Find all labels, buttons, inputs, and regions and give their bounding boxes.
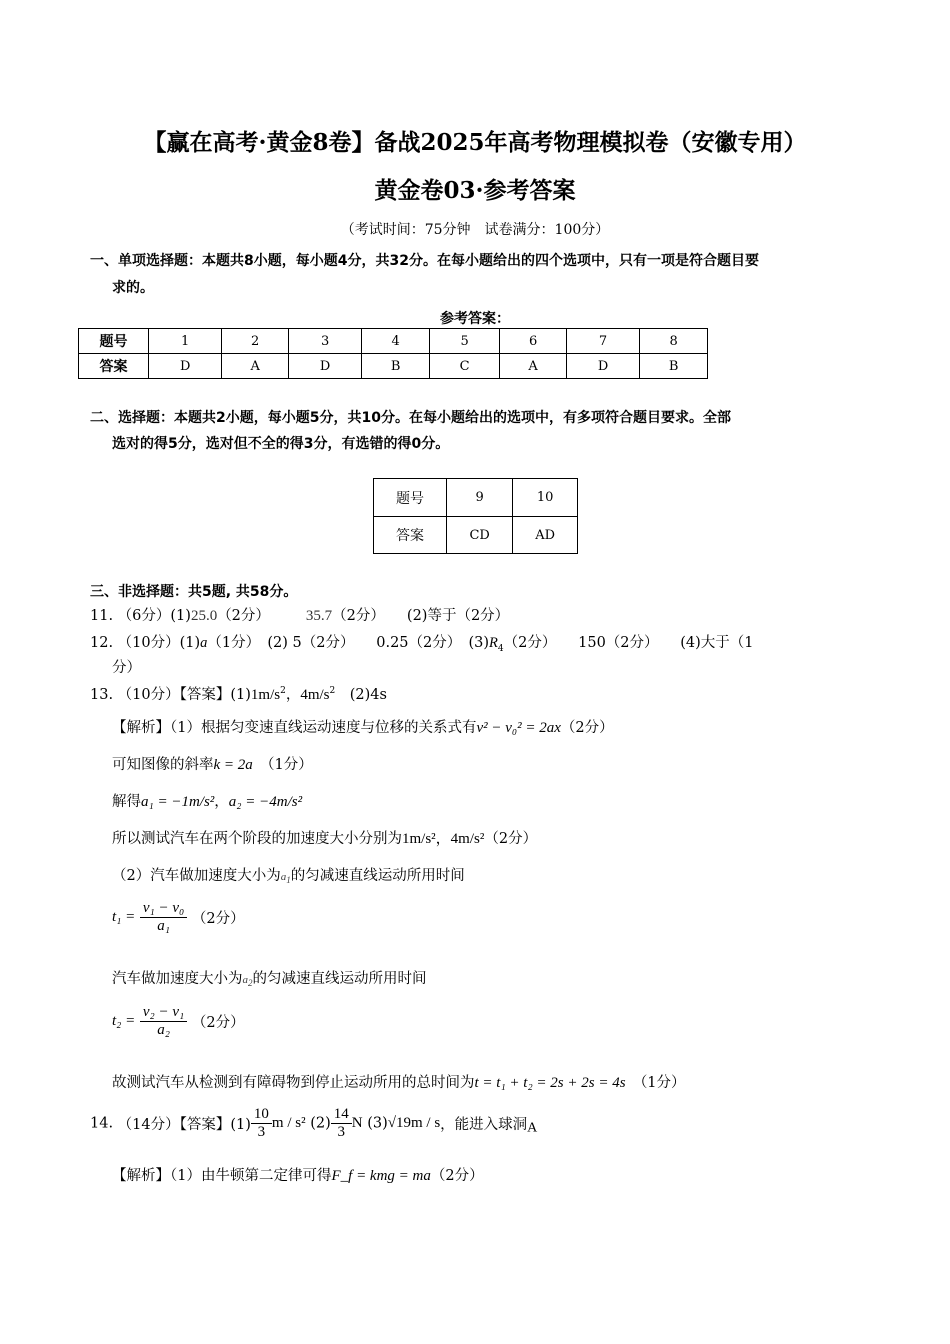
q14-frac1-num: 10 [251,1106,272,1124]
q12-part2: （1分） (2) 5（2分） 0.25（2分） (3) [207,635,490,651]
answer-cell: CD [447,517,513,554]
q11-value1: 25.0 [190,608,218,624]
q13-text: 汽车做加速度大小为 [112,971,243,987]
q14-frac2-den: 3 [337,1124,345,1140]
q14-sqrt: √19 [387,1115,411,1131]
table-header-answer: 答案 [79,354,149,379]
q13-text: 故测试汽车从检测到有障碍物到停止运动所用的总时间为 [112,1075,475,1091]
q11-points2: （2分） [332,608,385,624]
q13-points: （2分） [560,720,614,736]
question-number: 3 [288,329,361,354]
q13-t2-denominator: a₂ [157,1022,170,1038]
q13-t1-lhs: t₁ = [112,909,136,925]
q13-t2-lhs: t₂ = [112,1013,136,1029]
q13-analysis-2 [112,753,313,774]
q13-answer-a1: 1m/s [250,687,281,703]
q12-var-r: R [489,635,498,651]
question-number: 4 [362,329,430,354]
q13-equation: k = 2a [213,757,253,773]
answer-cell: A [222,354,289,379]
q13-equation: a₂ = −4m/s² [228,794,303,810]
q14-part3: (3) [367,1115,388,1132]
q13-equation: t = t₁ + t₂ = 2s + 2s = 4s [474,1075,626,1091]
answer-caption: 参考答案： [440,311,510,327]
q13-t2-equation [112,1004,245,1039]
q13-equation: a₁ = −1m/s² [141,794,215,810]
q11-line [90,604,509,625]
answer-cell: B [362,354,430,379]
q13-text: 可知图像的斜率 [112,757,214,773]
q13-points: （2分） [484,831,538,847]
table-header-answer: 答案 [374,517,447,554]
q13-number: 13. [90,687,114,703]
question-number: 9 [447,479,513,517]
q13-text: （2）汽车做加速度大小为 [112,868,281,884]
q11-value2: 35.7 [305,608,333,624]
q12-var-a: a [200,635,208,651]
table-header-question: 题号 [374,479,447,517]
q14-hole-label: A [527,1120,538,1136]
q12-var-r-sub: 4 [497,643,504,654]
answer-cell: D [288,354,361,379]
q13-points: （1分） [267,757,313,773]
q14-number: 14. [90,1115,114,1132]
question-number: 6 [500,329,567,354]
answer-cell: A [500,354,567,379]
q13-analysis-3: 解得a₁ = −1m/s²，a₂ = −4m/s² [112,794,303,810]
q13-analysis-4 [112,827,537,848]
question-number: 10 [513,479,578,517]
q14-unit3: m / s [410,1115,441,1131]
q13-answer-label: （10分）【答案】(1) [117,687,251,703]
q14-frac2-num: 14 [331,1106,352,1124]
section1-heading: 一、单项选择题：本题共8小题，每小题4分，共32分。在每小题给出的四个选项中，只有一项是符合题目要 [90,253,759,269]
q13-analysis-1 [112,716,614,737]
q14-analysis-1 [112,1164,484,1185]
q13-analysis-6: 汽车做加速度大小为$a_2$的匀减速直线运动所用时间 [112,971,427,989]
page-title: 【赢在高考·黄金8卷】备战2025年高考物理模拟卷（安徽专用） [143,129,807,156]
q13-text: 的匀减速直线运动所用时间 [252,971,427,987]
q14-points: （2分） [430,1168,484,1184]
q12-line-cont: 分） [112,660,141,676]
q14-equation: F_f = kmg = ma [331,1168,431,1184]
q13-points: （1分） [640,1075,686,1091]
q14-text: 【解析】（1）由牛顿第二定律可得 [112,1168,332,1184]
q13-text: 所以测试汽车在两个阶段的加速度大小分别为 [112,831,402,847]
answer-cell: C [430,354,500,379]
answer-cell: D [566,354,639,379]
q12-line [90,631,754,654]
q13-t1-denominator: a₁ [157,918,170,934]
q12-part1: （10分）(1) [117,635,201,651]
q13-points: （2分） [191,911,245,927]
q13-equation: 1m/s²，4m/s² [402,831,485,847]
answer-cell: B [640,354,708,379]
q14-answer-line [90,1106,537,1141]
q12-number: 12. [90,635,114,651]
question-number: 5 [430,329,500,354]
question-number: 8 [640,329,708,354]
q13-t1-numerator: v₁ − v₀ [140,900,187,918]
q13-t2-numerator: v₂ − v₁ [140,1004,187,1022]
question-number: 7 [566,329,639,354]
q14-unit2: N [351,1115,363,1131]
section1-heading-cont: 求的。 [112,280,154,296]
q13-analysis-7 [112,1071,686,1092]
section3-heading: 三、非选择题：共5题, 共58分。 [90,584,298,600]
q11-number: 11. [90,608,114,624]
q14-frac1-den: 3 [257,1124,266,1140]
section2-heading: 二、选择题：本题共2小题，每小题5分，共10分。在每小题给出的选项中，有多项符合题目要求。全部 [90,410,731,426]
q13-t1-equation [112,900,245,935]
q12-part3: （2分） 150（2分） (4)大于（1 [503,635,754,651]
exam-info: （考试时间：75分钟 试卷满分：100分） [340,222,610,238]
q11-points1: （2分） [217,608,270,624]
q13-answer-line: 13. （10分）【答案】$(1)1m/s^2$，$4m/s^2$ (2)4s [90,686,387,703]
page-subtitle: 黄金卷03·参考答案 [374,177,576,204]
q13-text: 的匀减速直线运动所用时间 [290,868,465,884]
q13-equation: v² − v₀² = 2ax [476,720,561,736]
question-number: 2 [222,329,289,354]
q13-answer-part2: (2)4s [349,687,387,703]
q14-tail: ，能进入球洞 [440,1117,528,1133]
answer-cell: D [149,354,222,379]
q14-part2: (2) [310,1115,331,1132]
section2-heading-cont: 选对的得5分，选对但不全的得3分，有选错的得0分。 [112,436,450,452]
q13-answer-a2: 4m/s [300,687,330,703]
q13-text: 解得 [112,794,141,810]
table-header-question: 题号 [79,329,149,354]
q14-answer-label: （14分）【答案】(1) [117,1117,251,1133]
section2-answer-table [373,478,578,554]
q14-unit1: m / s² [271,1115,306,1131]
answer-cell: AD [513,517,578,554]
section1-answer-table [78,328,708,379]
q13-points: （2分） [191,1015,245,1031]
q13-text: 【解析】（1）根据匀变速直线运动速度与位移的关系式有 [112,720,477,736]
question-number: 1 [149,329,222,354]
q11-part2: (2)等于（2分） [406,608,510,624]
q11-part1: （6分）(1) [117,608,191,624]
q13-analysis-5: （2）汽车做加速度大小为$a_1$的匀减速直线运动所用时间 [112,868,465,886]
